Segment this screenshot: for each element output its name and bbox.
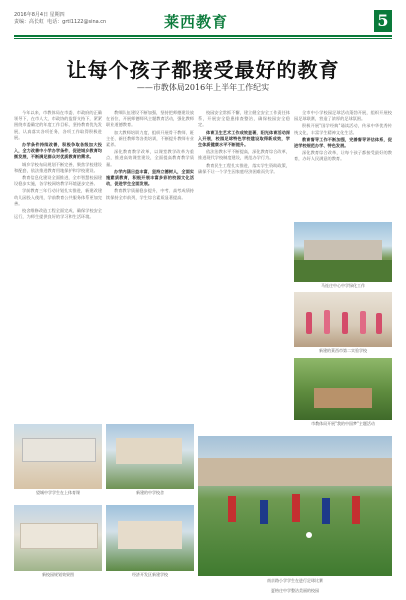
- paragraph: 深化教育综合改革，让每个孩子都接受最好的教育，办好人民满意的教育。: [294, 150, 392, 162]
- article-column-3: [198, 110, 290, 410]
- paragraph-lead: 办学条件持续改善，积极争取各级加大投入，全力改善中小学办学条件，促进城乡教育均衡发展，不断满足群众对优质教育的需求。: [14, 142, 102, 160]
- photo-campus-rendering: [14, 505, 102, 571]
- photo-greening: [294, 222, 392, 282]
- article-column-2: [106, 110, 194, 410]
- page-header: [14, 10, 392, 34]
- photo-caption: 夏格庄中学整洁美丽的校园: [271, 588, 319, 593]
- issue-date: 2016年8月4日 星期四: [14, 12, 65, 18]
- page-number: 5: [374, 10, 392, 32]
- paragraph: 今年以来，市教体局在市委、市政府的正确领导下，在市人大、市政协的监督支持下，紧紧围绕市委确定的年度工作目标，坚持教育优先发展，认真落实各项任务，各项工作取得积极进展。: [14, 110, 102, 140]
- paragraph: 学前教育三年行动计划扎实推进，新建改建幼儿园投入使用，学前教育公共服务体系更加完善。: [14, 188, 102, 206]
- photo-campus-trees: [294, 358, 392, 420]
- article-column-1: [14, 110, 102, 410]
- article-column-4: [294, 110, 392, 218]
- photo-caption: 马连庄中心中学绿化工作: [321, 283, 365, 288]
- editor-info: 责编：高长虹 电话：grtl1122@sina.cn: [14, 19, 107, 25]
- issue-info: [14, 12, 106, 26]
- photo-pe-class: [14, 424, 102, 489]
- paragraph: 依法治教水平不断提高，深化教育综合改革，推进现代学校制度建设，规范办学行为。: [198, 149, 290, 161]
- paragraph: 校园安全常抓不懈，建立健全安全工作责任体系，开展安全隐患排查整治，确保校园安全稳定。: [198, 110, 290, 128]
- paragraph: 校舍维修改造工程全面完成，确保学校安全运行，为师生提供良好的学习和生活环境。: [14, 208, 102, 220]
- paragraph-lead: 教育督导工作不断加强，完善督导评估体系，促进学校规范办学、特色发展。: [294, 136, 392, 149]
- photo-caption: 新建的中学校舍: [136, 490, 164, 495]
- photo-caption: 望城中学学生在上体育课: [36, 490, 80, 495]
- header-rule: [14, 35, 392, 37]
- photo-development-zone-school: [106, 505, 194, 571]
- photo-soccer-match: [198, 436, 392, 576]
- paragraph-lead: 办学内涵日益丰富，坚持立德树人，全面实施素质教育，积极开展丰富多彩的校园文化活动，促进学生全面发展。: [106, 168, 194, 187]
- paragraph: 加大教师培训力度，组织开展骨干教师、班主任、新任教师等各类培训，不断提升教师专业素养。: [106, 129, 194, 148]
- subheadline: ——市教体局2016年上半年工作纪实: [136, 83, 270, 92]
- photo-caption: 新校园规划效果图: [42, 572, 74, 577]
- photo-caption: 市教体局开展"我的中国梦"主题活动: [311, 421, 375, 426]
- paragraph: 城乡学校布局规划不断完善，聚焦学校建设和配套，依法推进教育用地保护和学校建设。: [14, 161, 102, 173]
- paragraph: 教师队伍建设不断加强，坚持把师德建设放在首位，开展师德师风主题教育活动，强化教师职业道德教育。: [106, 110, 194, 128]
- paragraph-lead: 体育卫生艺术工作成效显著，阳光体育活动深入开展，校园足球特色学校建设取得新成效，学生体质健康水平不断提升。: [198, 129, 290, 148]
- paragraph: 深化教育教学改革，以课堂教学改革为重点，推进高效课堂建设，全面提高教育教学质量。: [106, 149, 194, 167]
- section-title: 莱西教育: [164, 13, 229, 31]
- photo-caption: 新建的莱西市第二实验学校: [319, 348, 367, 353]
- photo-caption: 南京路小学学生在进行足球比赛: [267, 578, 323, 583]
- paragraph: 教育信息化建设全面推进，全市智慧校园建设稳步实施，各学校网络教学环境逐步完善。: [14, 175, 102, 187]
- paragraph: 全市中小学校园足球活动蓬勃开展，组织开展校园足球联赛，营造了浓厚的足球氛围。: [294, 110, 392, 122]
- header-rule-thin: [14, 38, 392, 39]
- paragraph: 教育教学质量稳步提升，中考、高考成绩持续保持全市前列，学生综合素质显著提高。: [106, 188, 194, 200]
- photo-new-building: [106, 424, 194, 489]
- headline: 让每个孩子都接受最好的教育: [66, 58, 340, 82]
- paragraph: 积极开展"国学经典"诵读活动，传承中华优秀传统文化，丰富学生精神文化生活。: [294, 123, 392, 135]
- photo-dance-class: [294, 292, 392, 347]
- paragraph: 教育民生工程扎实推进，落实学生资助政策，确保不让一个学生因家庭经济困难而失学。: [198, 162, 290, 174]
- photo-caption: 经济开发区新建学校: [132, 572, 168, 577]
